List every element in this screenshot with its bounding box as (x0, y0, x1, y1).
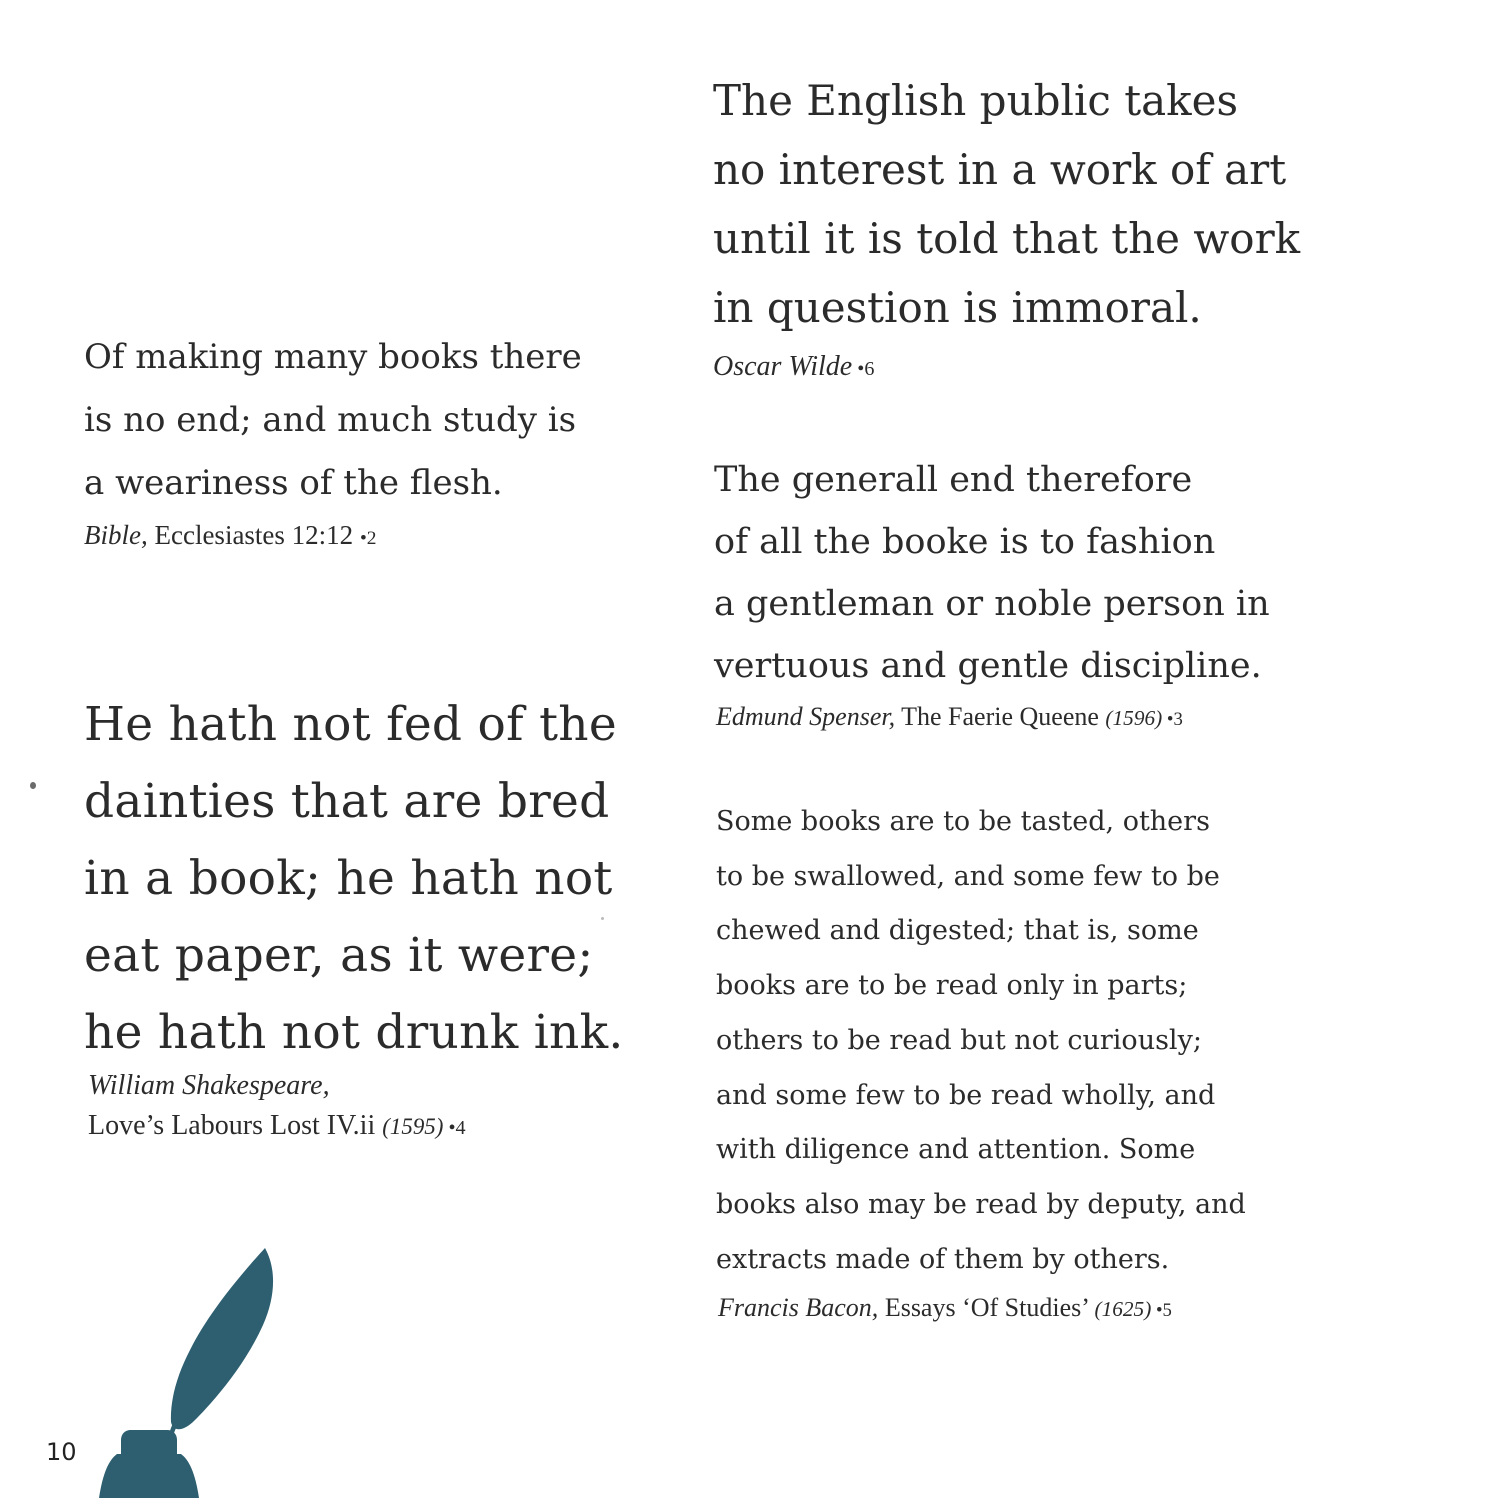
quote-line: until it is told that the work (713, 214, 1301, 263)
quote-line: The generall end therefore (714, 460, 1193, 500)
quote-line: of all the booke is to fashion (714, 522, 1216, 562)
attribution-work: Ecclesiastes 12:12 (147, 520, 360, 550)
attribution-author: William Shakespeare, (88, 1070, 330, 1101)
quote-bacon (716, 795, 1246, 1287)
attribution-author: Oscar Wilde (713, 351, 853, 382)
quote-line: extracts made of them by others. (716, 1243, 1170, 1275)
attribution-work: The Faerie Queene (895, 702, 1106, 731)
footnote-marker: •4 (443, 1117, 466, 1139)
quote-line: others to be read but not curiously; (716, 1024, 1202, 1056)
quote-line: in a book; he hath not (84, 851, 613, 906)
attribution-year: (1625) (1094, 1297, 1152, 1321)
quote-line: with diligence and attention. Some (716, 1134, 1196, 1166)
quote-line: He hath not fed of the (84, 697, 617, 752)
quote-line: he hath not drunk ink. (84, 1005, 624, 1060)
attribution-bacon (718, 1293, 1172, 1323)
quote-line: vertuous and gentle discipline. (714, 646, 1262, 686)
attribution-work: Love’s Labours Lost IV.ii (88, 1110, 383, 1141)
page-number: 10 (46, 1438, 77, 1466)
quote-line: Of making many books there (84, 337, 582, 377)
footnote-marker: •3 (1162, 709, 1183, 730)
quote-wilde (713, 66, 1300, 342)
scan-speck (30, 782, 36, 789)
attribution-spenser (716, 702, 1183, 732)
attribution-shakespeare-author (88, 1070, 330, 1102)
attribution-year: (1595) (382, 1114, 444, 1139)
quote-line: to be swallowed, and some few to be (716, 860, 1220, 892)
footnote-marker: •2 (359, 528, 377, 549)
quote-bible (84, 326, 582, 515)
quote-line: eat paper, as it were; (84, 928, 594, 983)
quote-line: no interest in a work of art (713, 145, 1287, 194)
quote-line: is no end; and much study is (84, 400, 577, 440)
attribution-shakespeare-work (88, 1110, 466, 1142)
quote-line: chewed and digested; that is, some (716, 915, 1199, 947)
footnote-marker: •5 (1151, 1300, 1172, 1321)
attribution-author: Bible, (84, 520, 148, 550)
quote-line: dainties that are bred (84, 774, 610, 829)
scan-speck (601, 917, 604, 920)
attribution-year: (1596) (1105, 706, 1163, 730)
quote-line: books also may be read by deputy, and (716, 1188, 1246, 1220)
attribution-author: Francis Bacon, (718, 1293, 879, 1322)
attribution-wilde (713, 351, 874, 383)
attribution-author: Edmund Spenser, (716, 702, 896, 731)
attribution-bible (84, 520, 376, 551)
quote-shakespeare (84, 686, 624, 1071)
quote-line: Some books are to be tasted, others (716, 806, 1210, 837)
quote-line: a gentleman or noble person in (714, 584, 1270, 624)
quote-line: The English public takes (713, 76, 1239, 125)
quote-line: and some few to be read wholly, and (716, 1079, 1216, 1111)
quill-inkwell-icon (95, 1240, 295, 1498)
quote-line: books are to be read only in parts; (716, 970, 1188, 1002)
quote-line: in question is immoral. (713, 283, 1202, 332)
quote-spenser (714, 449, 1270, 697)
footnote-marker: •6 (852, 358, 875, 380)
attribution-work: Essays ‘Of Studies’ (878, 1293, 1095, 1322)
quote-line: a weariness of the flesh. (84, 463, 503, 503)
